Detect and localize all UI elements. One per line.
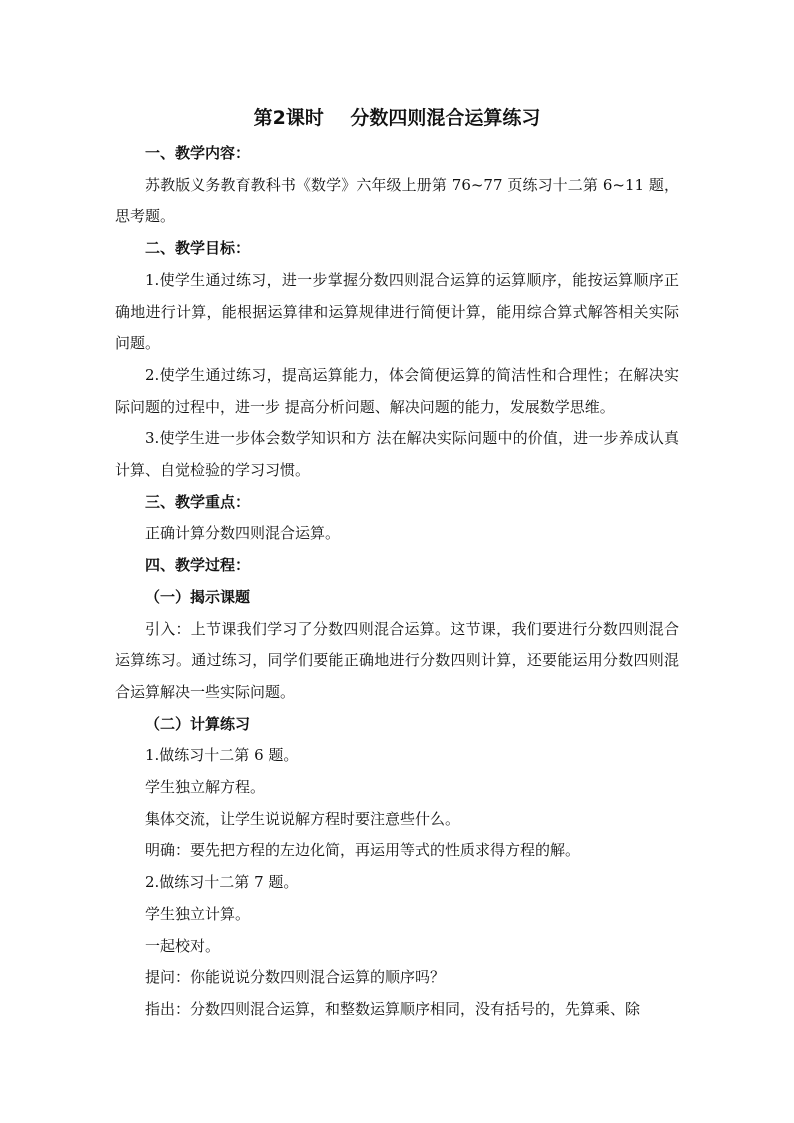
section-heading: 三、教学重点： xyxy=(145,492,251,511)
document-body xyxy=(115,138,679,1026)
body-paragraph: 学生独立解方程。 xyxy=(145,778,266,797)
body-paragraph: 1.做练习十二第 6 题。 xyxy=(145,746,299,765)
body-paragraph: 集体交流，让学生说说解方程时要注意些什么。 xyxy=(145,809,461,828)
body-paragraph: 学生独立计算。 xyxy=(145,904,251,923)
body-paragraph: 明确：要先把方程的左边化简，再运用等式的性质求得方程的解。 xyxy=(145,841,581,860)
document-title: 第2课时 分数四则混合运算练习 xyxy=(253,107,541,129)
body-paragraph: 指出：分数四则混合运算，和整数运算顺序相同，没有括号的，先算乘、除 xyxy=(145,999,641,1018)
section-heading: 一、教学内容： xyxy=(145,144,251,162)
sub-heading: （一）揭示课题 xyxy=(145,587,251,606)
section-heading: 四、教学过程： xyxy=(145,556,251,575)
sub-heading: （二）计算练习 xyxy=(145,714,251,733)
body-paragraph: 1.使学生通过练习，进一步掌握分数四则混合运算的运算顺序，能按运算顺序正确地进行计算，能根据运算律和运算规律进行简便计算，能用综合算式解答相关实际问题。 xyxy=(115,270,679,353)
body-paragraph: 苏教版义务教育教科书《数学》六年级上册第 76~77 页练习十二第 6~11 题，思考题。 xyxy=(115,175,679,226)
body-paragraph: 2.使学生通过练习，提高运算能力，体会简便运算的简洁性和合理性；在解决实际问题的过程中，进一步 提高分析问题、解决问题的能力，发展数学思维。 xyxy=(115,365,679,416)
body-paragraph: 提问：你能说说分数四则混合运算的顺序吗？ xyxy=(145,968,446,987)
section-heading: 二、教学目标： xyxy=(145,239,251,258)
body-paragraph: 2.做练习十二第 7 题。 xyxy=(145,873,299,892)
body-paragraph: 一起校对。 xyxy=(145,936,221,955)
body-paragraph: 3.使学生进一步体会数学知识和方 法在解决实际问题中的价值，进一步养成认真计算、自觉检验的学习习惯。 xyxy=(115,429,679,480)
body-paragraph: 引入：上节课我们学习了分数四则混合运算。这节课，我们要进行分数四则混合运算练习。通过练习，同学们要能正确地进行分数四则计算，还要能运用分数四则混合运算解决一些实际问题。 xyxy=(115,619,679,701)
body-paragraph: 正确计算分数四则混合运算。 xyxy=(145,524,341,543)
